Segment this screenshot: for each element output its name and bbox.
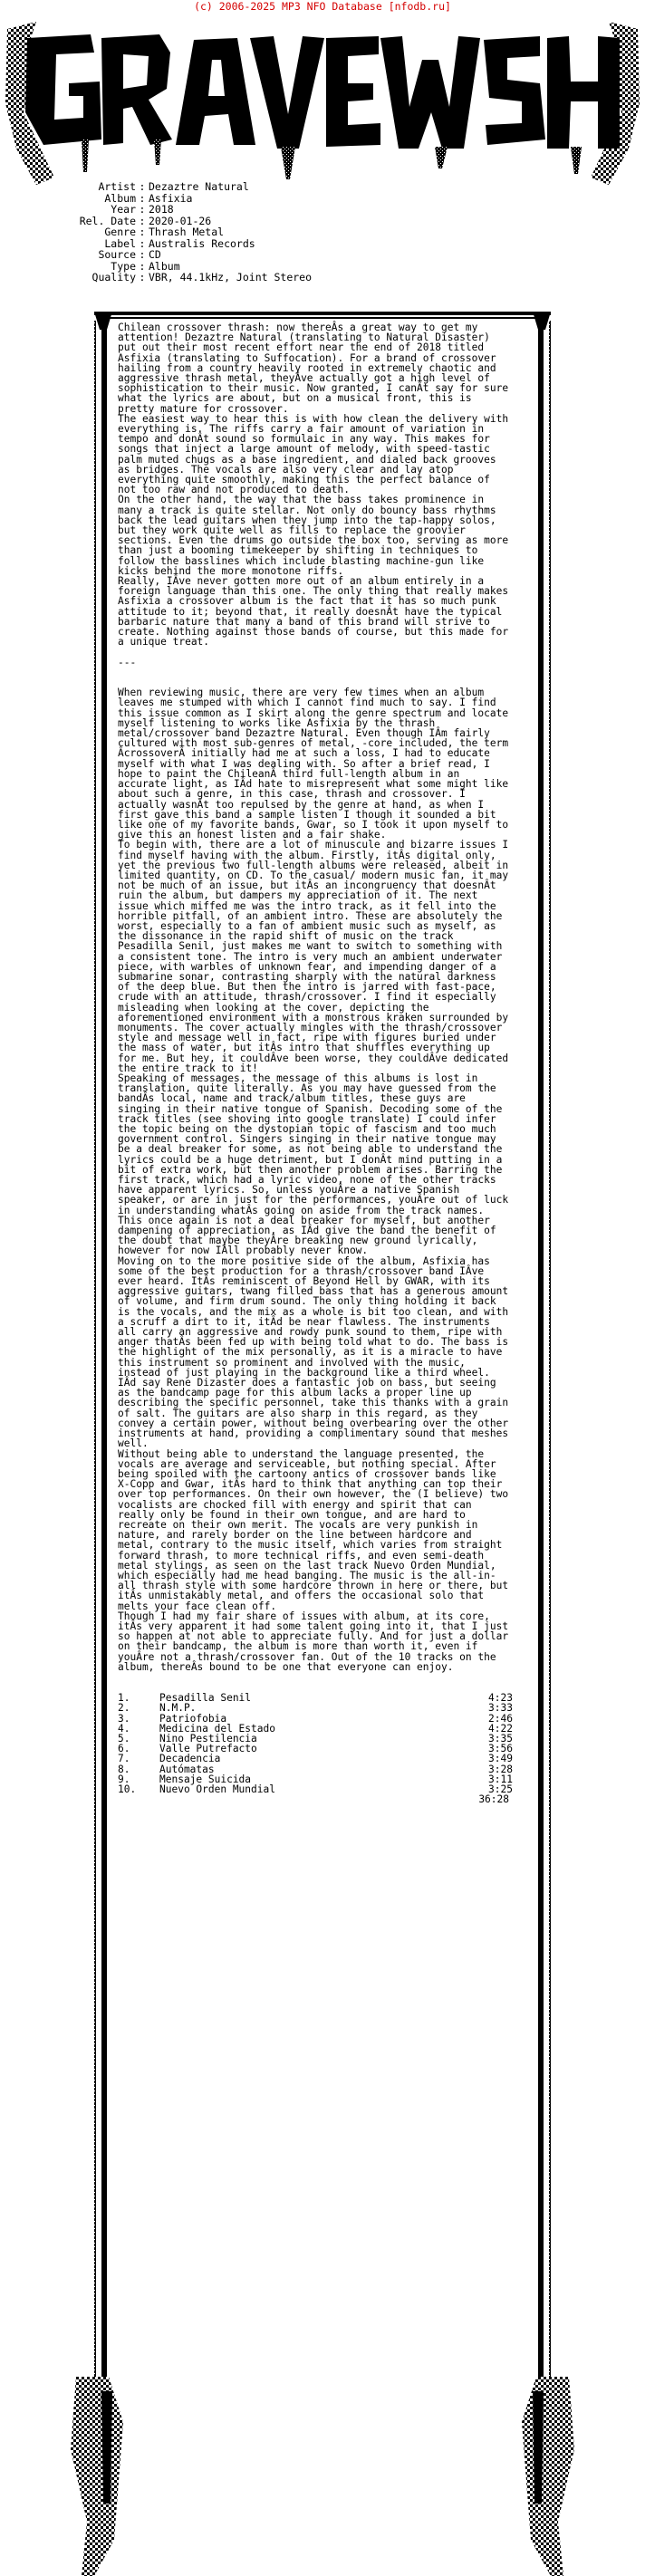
- review-paragraph: Without being able to understand the language presented, the vocals are average and serviceable, but nothing special. After being spoiled with the cartoony antics of crossover bands like X-Copp and Gwar, itÂs hard to think that anything can top their over top performances. On their own however, the (I believe) two vocalists are chocked fill with energy and spirit that can really only be found in their own tongue, and are hard to recreate on their own merit. The vocals are very punkish in nature, and rarely border on the line between hardcore and metal, contrary to the music itself, which varies from straight forward thrash, to more technical riffs, and even semi-death metal stylings, as seen on the last track Nuevo Orden Mundial, which especially had me head banging. The music is the all-in-all thrash style with some hardcore thrown in here or there, but itÂs unmistakably metal, and offers the occasional solo that melts your face clean off.: [118, 1447, 509, 1612]
- total-duration: 36:28: [478, 1793, 509, 1806]
- track-row: 8. Autómatas 3:28: [118, 1763, 513, 1775]
- info-row-label: Label : Australis Records: [0, 238, 645, 250]
- review-paragraph: Though I had my fair share of issues with album, at its core, itÂs very apparent it had some talent going into it, that I just so happen at not able to appreciate fully. And for just a dollar on their bandcamp, the album is more than worth it, even if youÂre not a thrash/crossover fan. Out of the 10 tracks on the album, thereÂs bound to be one that everyone can enjoy.: [118, 1610, 509, 1673]
- info-value: Thrash Metal: [149, 226, 225, 238]
- track-row: 9. Mensaje Suicida 3:11: [118, 1773, 513, 1785]
- track-row: 6. Valle Putrefacto 3:56: [118, 1743, 513, 1755]
- info-row-artist: Artist : Dezaztre Natural: [0, 181, 645, 193]
- track-title: Nino Pestilencia: [159, 1732, 257, 1745]
- info-value: 2018: [149, 203, 174, 216]
- info-row-rel-date: Rel. Date : 2020-01-26: [0, 216, 645, 227]
- release-info: [0, 181, 645, 284]
- track-duration: 3:49: [488, 1753, 513, 1765]
- info-row-quality: Quality : VBR, 44.1kHz, Joint Stereo: [0, 272, 645, 284]
- review-paragraph: Speaking of messages, the message of this albums is lost in translation, quite literally. As you may have guessed from the bandÂs local, name and track/album titles, these guys are singing in their native tongue of Spanish. Decoding some of the track titles (see shoving into google translate) I could infer the topic being on the dystopian topic of fascism and too much government control. Singers singing in their native tongue may be a deal breaker for some, as not being able to understand the lyrics could be a huge detriment, but I donÂt mind putting in a bit of extra work, but then another problem arises. Barring the first track, which had a lyric video, none of the other tracks have apparent lyrics. So, unless youÂre a native Spanish speaker, or are in just for the performances, youÂre out of luck in understanding whatÂs going on aside from the track names. This once again is not a deal breaker for myself, but another dampening of appreciation, as IÂd give the band the benefit of the doubt that maybe theyÂre breaking new ground lyrically, however for now IÂll probably never know.: [118, 1072, 509, 1257]
- track-title: Mensaje Suicida: [159, 1773, 252, 1785]
- track-row: 3. Patriofobia 2:46: [118, 1712, 513, 1725]
- info-key: Artist: [98, 180, 136, 193]
- track-title: Medicina del Estado: [159, 1722, 275, 1735]
- track-title: Valle Putrefacto: [159, 1743, 257, 1755]
- track-duration: 3:33: [488, 1702, 513, 1715]
- review-paragraph: Really, IÂve never gotten more out of an album entirely in a foreign language than this one. The only thing that really makes Asfixia a crossover album is the fact that it has so much punk attitude to it; beyond that, it really doesnÂt have the typical barbaric nature that many a band of this brand will strive to create. Nothing against those bands of course, but this made for a unique treat.: [118, 575, 509, 649]
- track-duration: 3:11: [488, 1773, 513, 1785]
- info-value: CD: [149, 248, 161, 261]
- track-row: 5. Nino Pestilencia 3:35: [118, 1732, 513, 1745]
- info-row-genre: Genre : Thrash Metal: [0, 226, 645, 238]
- review-paragraph: On the other hand, the way that the bass takes prominence in many a track is quite stellar. Not only do bouncy bass rhythms back the lead guitars when they jump into the tap-happy solos, but they work quite well as fills to replace the groovier sections. Even the drums go outside the box too, serving as more than just a booming timekeeper by shifting in techniques to follow the basslines which include blasting machine-gun like kicks behind the more monotone riffs.: [118, 494, 509, 577]
- review-paragraph: Chilean crossover thrash: now thereÂs a great way to get my attention! Dezaztre Natural (translating to Natural Disaster) put out their most recent effort near the end of 2018 titled Asfixia (translating to Suffocation). For a brand of crossover hailing from a country heavily rooted in extremely chaotic and aggressive thrash metal, theyÂve actually got a high level of sophistication to their music. Now granted, I canÂt say for sure what the lyrics are about, but on a musical front, this is pretty mature for crossover.: [118, 322, 509, 415]
- track-row: 2. N.M.P. 3:33: [118, 1702, 513, 1715]
- info-value: Asfixia: [149, 191, 193, 205]
- gravewish-logo: [0, 13, 645, 185]
- track-duration: 3:56: [488, 1743, 513, 1755]
- info-key: Year: [111, 203, 136, 216]
- track-title: Pesadilla Senil: [159, 1692, 252, 1705]
- review-separator: ---: [118, 656, 137, 668]
- info-value: Australis Records: [149, 236, 255, 250]
- track-duration: 2:46: [488, 1712, 513, 1725]
- review-paragraph: To begin with, there are a lot of minuscule and bizarre issues I find myself having with the album. Firstly, itÂs digital only, yet the previous two full-length albums were released, albeit in limited quantity, on CD. To the casual/ modern music fan, it may not be much of an issue, but itÂs an incongruency that doesnÂt ruin the album, but dampers my appreciation of it. The next issue which miffed me was the intro track, as it fell into the horrible pitfall, of an ambient intro. These are absolutely the worst, especially to a fan of ambient music such as myself, as the dissonance in the rapid shift of music on the track Pesadilla Senil, just makes me want to switch to something with a consistent tone. The intro is very much an ambient underwater piece, with warbles of unknown fear, and impending danger of a submarine sonar, contrasting sharply with the natural darkness of the deep blue. But then the intro is jarred with fast-pace, crude with an attitude, thrash/crossover. I find it especially misleading when looking at the cover, depicting the aforementioned environment with a monstrous kraken surrounded by monuments. The cover actually mingles with the thrash/crossover style and message well in fact, ripe with figures buried under the mass of water, but itÂs intro that shuffles everything up for me. But hey, it couldÂve been worse, they couldÂve dedicated the entire track to it!: [118, 839, 509, 1074]
- info-key: Genre: [104, 226, 136, 238]
- info-row-album: Album : Asfixia: [0, 193, 645, 205]
- info-key: Quality: [91, 271, 136, 284]
- track-row: 1. Pesadilla Senil 4:23: [118, 1692, 513, 1705]
- track-row: 7. Decadencia 3:49: [118, 1753, 513, 1765]
- track-title: Patriofobia: [159, 1712, 227, 1725]
- review-paragraph: The easiest way to hear this is with how clean the delivery with everything is. The riffs carry a fair amount of variation in tempo and donÂt sound so formulaic in any way. This makes for songs that inject a large amount of melody, with speed-tastic palm muted chugs as a base ingredient, and dialed back grooves as bridges. The vocals are also very clear and lay atop everything quite smoothly, making this the perfect balance of not too raw and not produced to death.: [118, 412, 509, 496]
- tracklist: [118, 1693, 513, 1804]
- review-body: [118, 322, 513, 1804]
- track-title: Nuevo Orden Mundial: [159, 1783, 275, 1795]
- track-title: Decadencia: [159, 1753, 221, 1765]
- track-duration: 4:23: [488, 1692, 513, 1705]
- info-row-source: Source : CD: [0, 249, 645, 261]
- track-duration: 3:35: [488, 1732, 513, 1745]
- info-value: VBR, 44.1kHz, Joint Stereo: [149, 271, 313, 284]
- info-row-type: Type : Album: [0, 261, 645, 273]
- info-key: Album: [104, 191, 136, 205]
- track-title: Autómatas: [159, 1763, 215, 1775]
- info-key: Type: [111, 259, 136, 273]
- info-row-year: Year : 2018: [0, 204, 645, 216]
- track-row: 4. Medicina del Estado 4:22: [118, 1722, 513, 1735]
- track-title: N.M.P.: [159, 1702, 197, 1715]
- track-duration: 3:28: [488, 1763, 513, 1775]
- info-key: Label: [104, 236, 136, 250]
- info-value: 2020-01-26: [149, 214, 212, 227]
- track-duration: 4:22: [488, 1722, 513, 1735]
- info-key: Rel. Date: [79, 214, 136, 227]
- copyright-banner: (c) 2006-2025 MP3 NFO Database [nfodb.ru]: [194, 0, 451, 13]
- track-row: 10. Nuevo Orden Mundial 3:25: [118, 1783, 513, 1795]
- review-paragraph: Moving on to the more positive side of the album, Asfixia has some of the best production for a thrash/crossover band IÂve ever heard. ItÂs reminiscent of Beyond Hell by GWAR, with its aggressive guitars, twang filled bass that has a generous amount of volume, and firm drum sound. The only thing holding it back is the vocals, and the mix as a whole is bit too clean, and with a scruff a dirt to it, itÂd be near flawless. The instruments all carry an aggressive and rowdy punk sound to them, ripe with anger thatÂs been fed up with being told what to do. The bass is the highlight of the mix personally, as it is a miracle to have this instrument so prominent and involved with the music, instead of just playing in the background like a third wheel. IÂd say Rene Dizaster does a fantastic job on bass, but seeing as the bandcamp page for this album lacks a proper line up describing the specific personnel, take this thanks with a grain of salt. The guitars are also sharp in this regard, as they convey a certain power, without being overbearing over the other instruments at hand, providing a complimentary sound that meshes well.: [118, 1254, 509, 1450]
- info-value: Dezaztre Natural: [149, 180, 249, 193]
- info-key: Source: [98, 248, 136, 261]
- info-value: Album: [149, 259, 180, 273]
- review-paragraph: When reviewing music, there are very few times when an album leaves me stumped with which I cannot find much to say. I find this issue common as I skirt along the genre spectrum and locate myself listening to works like Asfixia by the thrash metal/crossover band Dezaztre Natural. Even though IÂm fairly cultured with most sub-genres of metal, -core included, the term ÂcrossoverÂ initially had me at such a loss, I had to educate myself with what I was dealing with. So after a brief read, I hope to paint the ChileanÂ third full-length album in an accurate light, as IÂd hate to misrepresent what some might like about such a genre, in this case, thrash and crossover. I actually wasnÂt too repulsed by the genre at hand, as when I first gave this band a sample listen I though it sounded a bit like one of my favorite bands, Gwar, so I took it upon myself to give this an honest listen and a fair shake.: [118, 687, 509, 841]
- track-duration: 3:25: [488, 1783, 513, 1795]
